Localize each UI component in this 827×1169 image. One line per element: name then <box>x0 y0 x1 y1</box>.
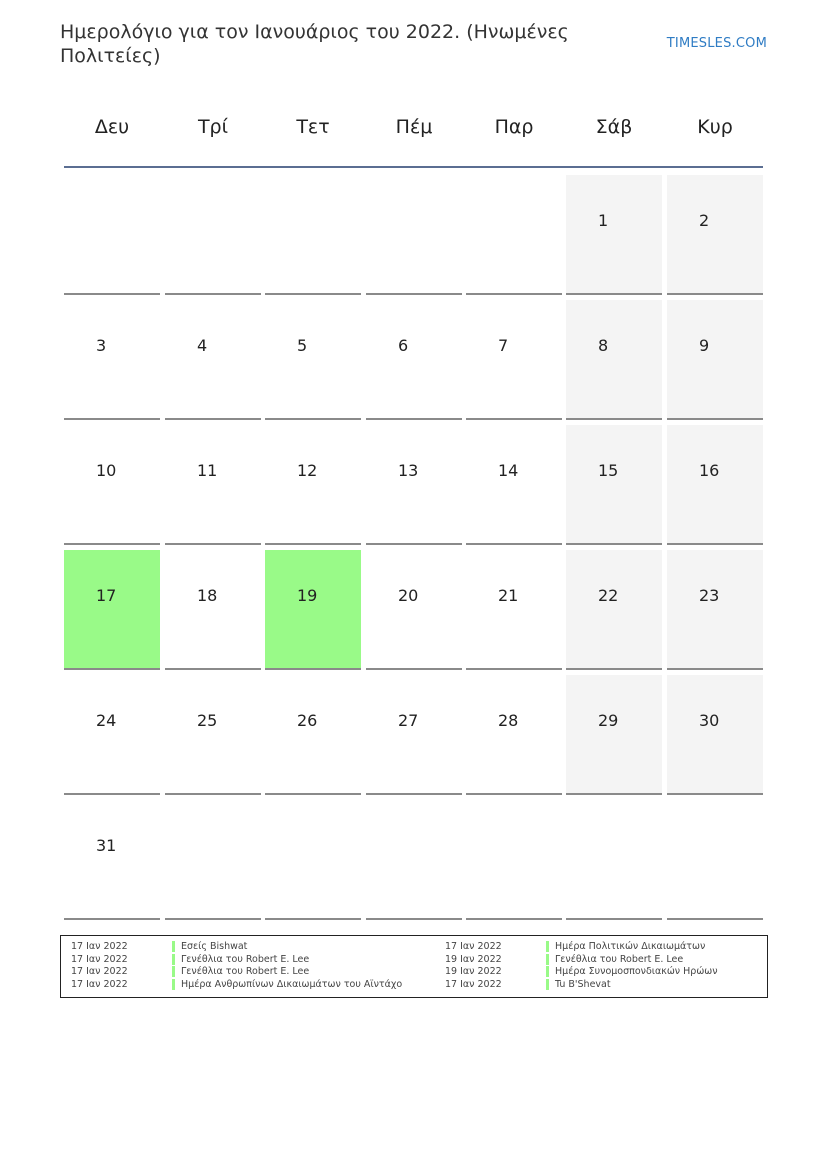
empty-day-cell <box>165 175 261 295</box>
day-number: 12 <box>297 461 318 480</box>
day-cell[interactable] <box>265 675 361 795</box>
legend-color-marker <box>546 954 549 965</box>
weekday-header: Τετ <box>296 116 330 138</box>
legend-color-marker <box>546 941 549 952</box>
day-number: 4 <box>197 336 208 355</box>
legend-color-marker <box>172 966 175 977</box>
legend-date: 17 Ιαν 2022 <box>71 966 128 978</box>
empty-day-cell <box>366 175 462 295</box>
day-number: 9 <box>699 336 710 355</box>
legend-color-marker <box>546 979 549 990</box>
day-cell[interactable] <box>366 425 462 545</box>
day-number: 7 <box>498 336 509 355</box>
day-number: 3 <box>96 336 107 355</box>
day-number: 18 <box>197 586 218 605</box>
day-number: 21 <box>498 586 519 605</box>
page-title: Ημερολόγιο για τον Ιανουάριος του 2022. (Ηνωμένες Πολιτείες) <box>60 21 569 67</box>
day-number: 26 <box>297 711 318 730</box>
legend-color-marker <box>546 966 549 977</box>
brand-link[interactable]: TIMESLES.COM <box>666 36 767 51</box>
day-cell[interactable] <box>64 675 160 795</box>
empty-day-cell <box>366 800 462 920</box>
empty-day-cell <box>667 800 763 920</box>
day-number: 10 <box>96 461 117 480</box>
day-cell[interactable] <box>466 300 562 420</box>
legend-item <box>71 953 401 966</box>
day-cell[interactable] <box>64 300 160 420</box>
day-cell[interactable] <box>466 550 562 670</box>
day-cell[interactable] <box>566 550 662 670</box>
day-cell[interactable] <box>265 300 361 420</box>
day-cell[interactable] <box>366 675 462 795</box>
day-cell[interactable] <box>466 675 562 795</box>
empty-day-cell <box>466 175 562 295</box>
legend-holiday-name: Γενέθλια του Robert E. Lee <box>181 953 310 965</box>
day-cell[interactable] <box>566 425 662 545</box>
weekday-header: Πέμ <box>395 116 433 138</box>
legend-item <box>445 965 775 978</box>
legend-item <box>445 940 775 953</box>
legend-holiday-name: Ημέρα Ανθρωπίνων Δικαιωμάτων του Αϊντάχο <box>181 979 403 991</box>
day-number: 31 <box>96 836 117 855</box>
day-number: 1 <box>598 211 609 230</box>
holiday-day-cell[interactable] <box>265 550 361 670</box>
legend-item <box>445 978 775 991</box>
legend-date: 17 Ιαν 2022 <box>71 979 128 991</box>
day-number: 14 <box>498 461 519 480</box>
day-number: 6 <box>398 336 409 355</box>
legend-item <box>445 953 775 966</box>
weekday-header: Παρ <box>494 116 534 138</box>
day-cell[interactable] <box>667 175 763 295</box>
weekday-header: Σάβ <box>595 116 633 138</box>
day-number: 22 <box>598 586 619 605</box>
day-number: 15 <box>598 461 619 480</box>
legend-date: 17 Ιαν 2022 <box>445 941 502 952</box>
day-cell[interactable] <box>265 425 361 545</box>
weekday-header: Τρί <box>197 116 229 138</box>
day-cell[interactable] <box>667 425 763 545</box>
empty-day-cell <box>265 800 361 920</box>
empty-day-cell <box>265 175 361 295</box>
day-cell[interactable] <box>667 550 763 670</box>
day-cell[interactable] <box>366 300 462 420</box>
legend-date: 17 Ιαν 2022 <box>71 953 128 965</box>
day-cell[interactable] <box>566 175 662 295</box>
empty-day-cell <box>466 800 562 920</box>
legend-date: 17 Ιαν 2022 <box>71 941 128 952</box>
day-number: 11 <box>197 461 218 480</box>
day-cell[interactable] <box>566 300 662 420</box>
day-number: 2 <box>699 211 710 230</box>
legend-holiday-name: Tu B'Shevat <box>555 979 611 991</box>
empty-day-cell <box>165 800 261 920</box>
legend-date: 19 Ιαν 2022 <box>445 953 502 965</box>
day-number: 20 <box>398 586 419 605</box>
day-number: 8 <box>598 336 609 355</box>
day-number: 27 <box>398 711 419 730</box>
legend-holiday-name: Ημέρα Συνομοσπονδιακών Ηρώων <box>555 966 718 978</box>
weekday-header: Κυρ <box>697 116 733 138</box>
day-cell[interactable] <box>165 300 261 420</box>
day-number: 13 <box>398 461 419 480</box>
day-number: 25 <box>197 711 218 730</box>
legend-date: 19 Ιαν 2022 <box>445 966 502 978</box>
day-number: 24 <box>96 711 117 730</box>
legend-item <box>71 978 401 991</box>
legend-holiday-name: Γενέθλια του Robert E. Lee <box>555 953 684 965</box>
day-cell[interactable] <box>466 425 562 545</box>
day-number: 30 <box>699 711 720 730</box>
holiday-day-cell[interactable] <box>64 550 160 670</box>
header-divider <box>64 166 763 168</box>
day-cell[interactable] <box>64 425 160 545</box>
legend-color-marker <box>172 954 175 965</box>
legend-item <box>71 965 401 978</box>
weekday-header: Δευ <box>94 116 130 138</box>
day-number: 28 <box>498 711 519 730</box>
legend-color-marker <box>172 979 175 990</box>
legend-color-marker <box>172 941 175 952</box>
day-number: 23 <box>699 586 720 605</box>
legend-holiday-name: Γενέθλια του Robert E. Lee <box>181 966 310 978</box>
day-cell[interactable] <box>366 550 462 670</box>
day-cell[interactable] <box>667 300 763 420</box>
empty-day-cell <box>566 800 662 920</box>
day-cell[interactable] <box>64 800 160 920</box>
day-cell[interactable] <box>165 425 261 545</box>
empty-day-cell <box>64 175 160 295</box>
day-number: 17 <box>96 586 117 605</box>
day-cell[interactable] <box>165 675 261 795</box>
day-cell[interactable] <box>566 675 662 795</box>
legend-item <box>71 940 401 953</box>
legend-date: 17 Ιαν 2022 <box>445 979 502 991</box>
legend-holiday-name: Ημέρα Πολιτικών Δικαιωμάτων <box>555 941 706 952</box>
day-number: 19 <box>297 586 318 605</box>
day-number: 5 <box>297 336 308 355</box>
day-cell[interactable] <box>165 550 261 670</box>
holiday-legend <box>60 935 768 998</box>
legend-holiday-name: Εσείς Bishwat <box>181 941 248 952</box>
day-number: 29 <box>598 711 619 730</box>
day-cell[interactable] <box>667 675 763 795</box>
day-number: 16 <box>699 461 720 480</box>
